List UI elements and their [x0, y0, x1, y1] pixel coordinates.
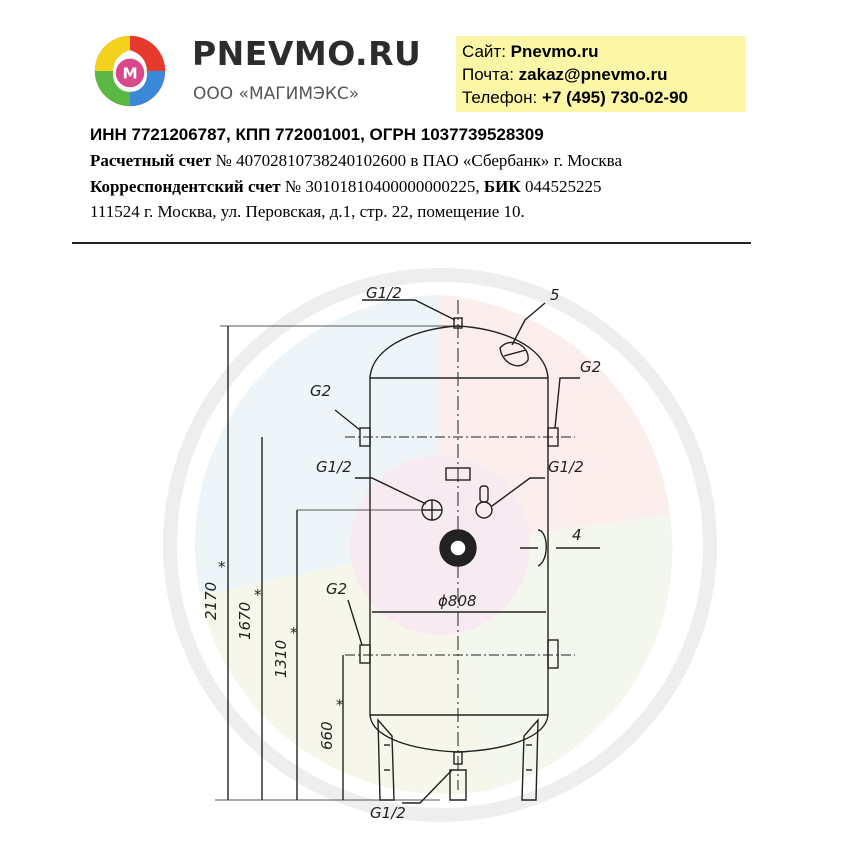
email-link[interactable]: zakaz@pnevmo.ru: [518, 65, 668, 84]
address: 111524 г. Москва, ул. Перовская, д.1, стр. 22, помещение 10.: [90, 202, 525, 221]
company-logo: [92, 33, 168, 109]
header-divider: [72, 242, 751, 244]
label-left-g2: G2: [310, 382, 332, 400]
label-top-port: G1/2: [366, 284, 402, 302]
dim-1670: 1670: [236, 601, 254, 640]
contact-phone: Телефон: +7 (495) 730-02-90: [462, 88, 689, 107]
label-right-g12: G1/2: [548, 458, 584, 476]
contact-mail: Почта: zakaz@pnevmo.ru: [462, 65, 668, 84]
site-link[interactable]: Pnevmo.ru: [510, 42, 599, 61]
contact-box: [456, 36, 746, 112]
dim-asterisk: *: [336, 696, 344, 714]
dim-asterisk: *: [218, 558, 226, 576]
correspondent-account: Корреспондентский счет № 30101810400000000225, БИК 044525225: [90, 177, 602, 196]
label-lower-g2: G2: [326, 580, 348, 598]
label-item-5: 5: [550, 286, 560, 304]
dim-660: 660: [318, 721, 336, 750]
dim-asterisk: *: [290, 624, 298, 642]
tax-ids: ИНН 7721206787, КПП 772001001, ОГРН 1037739528309: [90, 125, 544, 144]
label-right-g2: G2: [580, 358, 602, 376]
dim-2170: 2170: [202, 581, 220, 620]
settlement-account: Расчетный счет № 40702810738240102600 в ПАО «Сбербанк» г. Москва: [90, 151, 622, 170]
label-diameter: ϕ808: [438, 592, 477, 610]
label-item-4: 4: [572, 526, 582, 544]
label-bottom-port: G1/2: [370, 804, 406, 822]
tank-drawing: [0, 250, 850, 850]
logo-letter: M: [122, 64, 138, 83]
dim-asterisk: *: [254, 586, 262, 604]
dim-1310: 1310: [272, 639, 290, 678]
phone-link[interactable]: +7 (495) 730-02-90: [541, 88, 689, 107]
label-left-g12: G1/2: [316, 458, 352, 476]
contact-site: Сайт: Pnevmo.ru: [462, 42, 599, 61]
company-name: ООО «МАГИМЭКС»: [193, 84, 360, 104]
brand-name: PNEVMO.RU: [192, 34, 422, 73]
